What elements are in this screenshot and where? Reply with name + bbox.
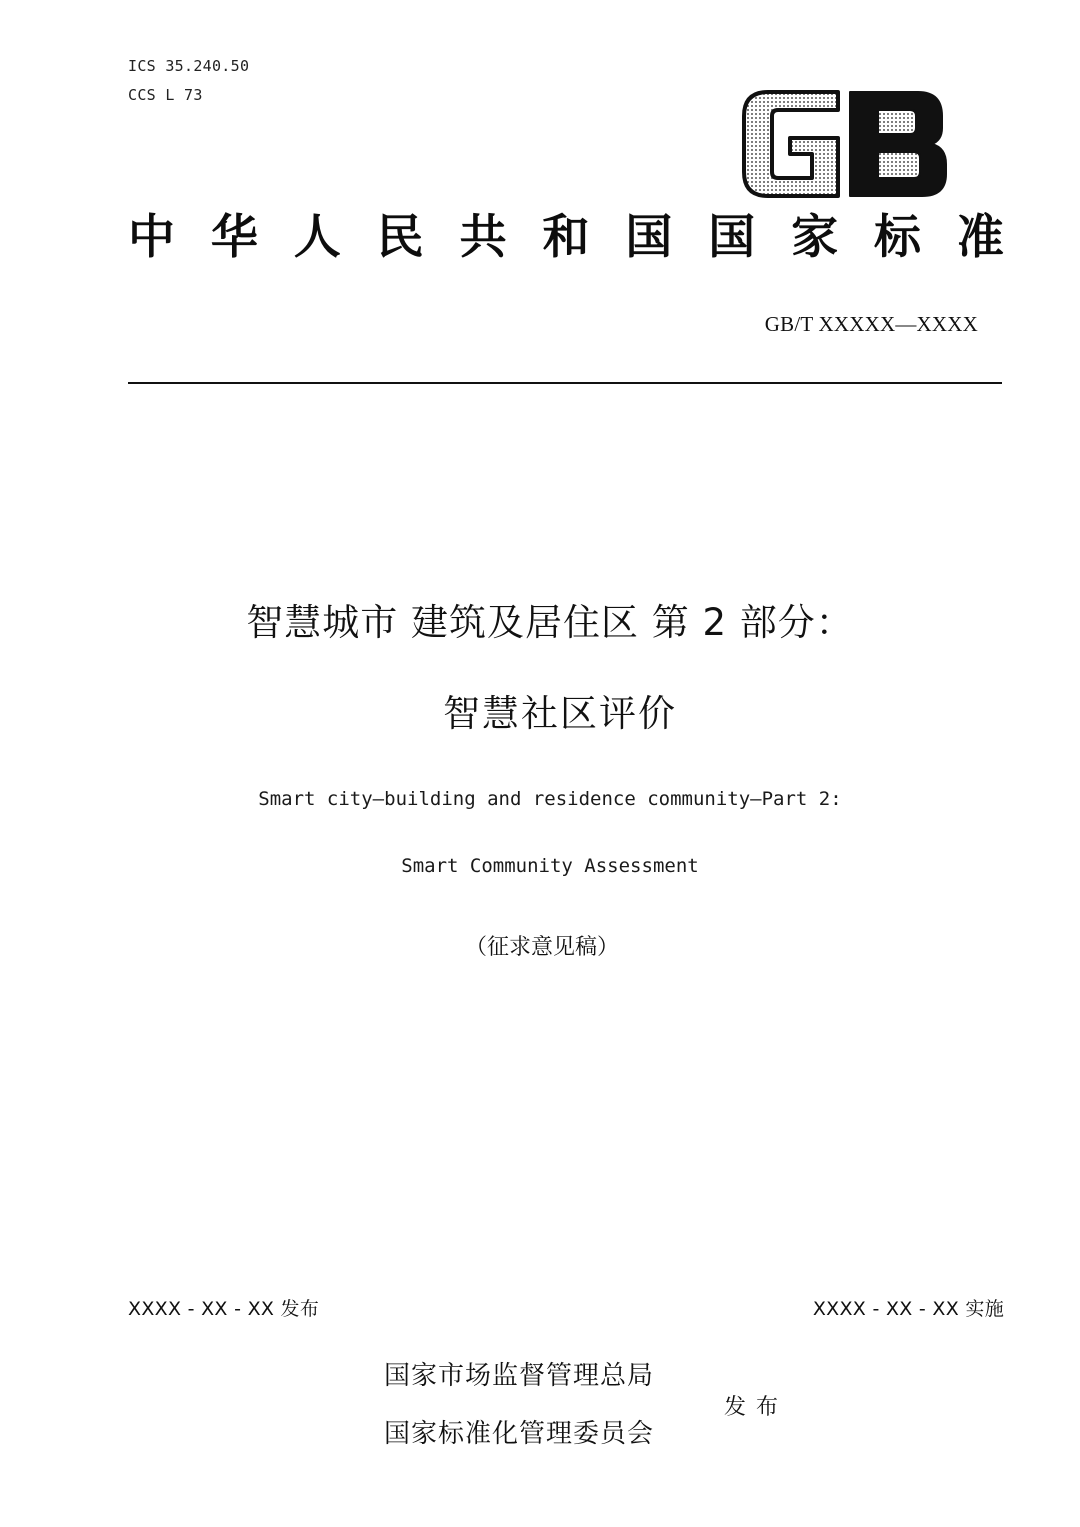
- heading-char: 华: [210, 210, 258, 265]
- header-divider: [128, 382, 1002, 384]
- ccs-code: CCS L 73: [128, 86, 203, 104]
- publisher-sac: 国家标准化管理委员会: [384, 1419, 655, 1449]
- title-cn-line1: 智慧城市 建筑及居住区 第 2 部分：: [246, 601, 854, 644]
- heading-char: 民: [376, 210, 424, 265]
- publish-label: 发布: [724, 1395, 789, 1420]
- ics-code: ICS 35.240.50: [128, 57, 250, 75]
- standard-number: GB/T XXXXX—XXXX: [764, 312, 978, 336]
- heading-char: 国: [625, 210, 673, 265]
- heading-char: 共: [459, 210, 507, 265]
- implementation-date: XXXX - XX - XX 实施: [812, 1298, 1004, 1320]
- gb-logo: [738, 88, 952, 200]
- heading-char: 标: [874, 210, 922, 265]
- title-en-line1: Smart city—building and residence community—Part 2:: [258, 788, 842, 810]
- title-en-line2: Smart Community Assessment: [401, 855, 699, 877]
- heading-char: 准: [956, 210, 1004, 265]
- heading-char: 国: [708, 210, 756, 265]
- publisher-samr: 国家市场监督管理总局: [384, 1361, 655, 1391]
- national-standard-heading: [128, 200, 1004, 267]
- issue-date: XXXX - XX - XX 发布: [128, 1298, 320, 1320]
- gb-logo-g: [744, 92, 838, 196]
- title-cn-line2: 智慧社区评价: [443, 692, 677, 735]
- heading-char: 家: [791, 210, 839, 265]
- draft-label: （征求意见稿）: [464, 935, 619, 960]
- heading-char: 中: [128, 210, 175, 265]
- gb-logo-b: [850, 92, 946, 196]
- heading-char: 人: [293, 210, 341, 265]
- heading-char: 和: [542, 210, 590, 265]
